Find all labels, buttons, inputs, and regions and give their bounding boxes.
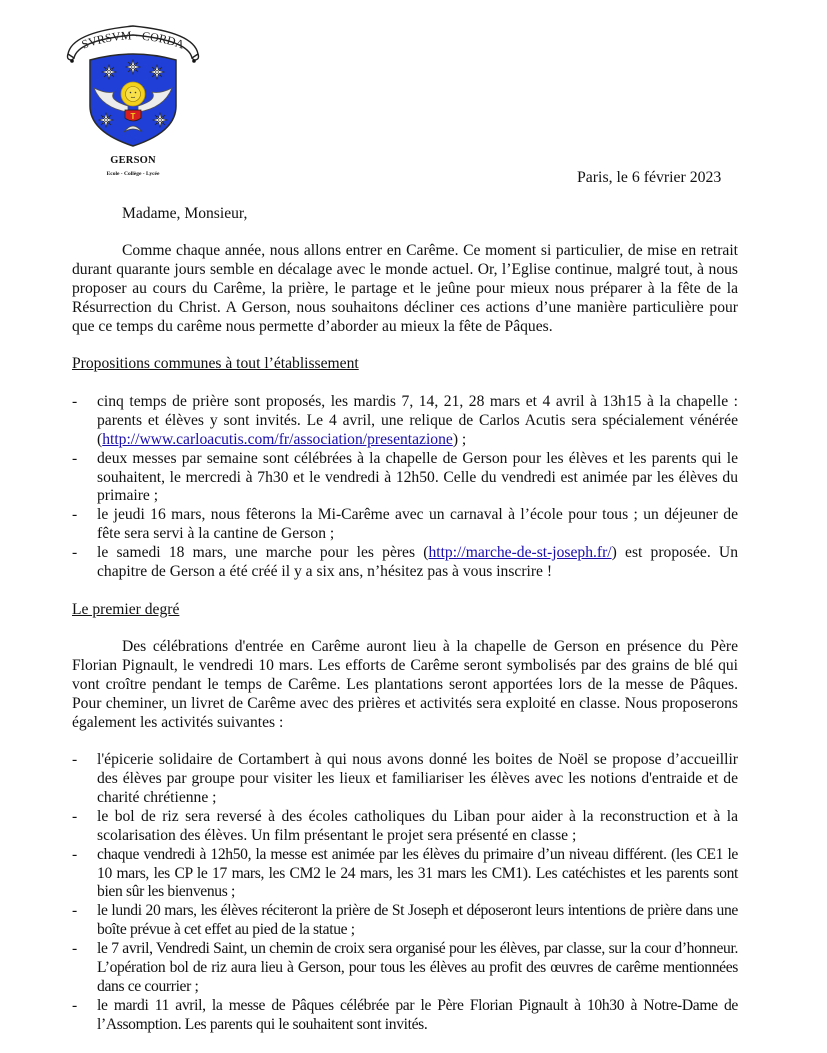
dash-bullet: -	[72, 392, 78, 410]
common-proposals-list	[72, 393, 738, 582]
list-item-text: cinq temps de prière sont proposés, les mardis 7, 14, 21, 28 mars et 4 avril à 13h15 à la chapelle : parents et élèves y sont invités. Le 4 avril, une relique de Carlos Acutis sera spécialement vénérée (	[97, 392, 738, 448]
intro-paragraph: Comme chaque année, nous allons entrer en Carême. Ce moment si particulier, de mise en retrait durant quarante jours semble en décalage avec le monde actuel. Or, l’Eglise continue, malgré tout, à nous proposer au cours du Carême, la prière, le partage et le jeûne pour mieux nous préparer à la fête de la Résurrection du Christ. A Gerson, nous souhaitons décliner ces actions d’une manière particulière pour que ce temps du carême nous permette d’aborder au mieux la fête de Pâques.	[72, 242, 738, 336]
letter-body	[72, 205, 738, 1053]
list-item-text: le bol de riz sera reversé à des écoles catholiques du Liban pour aider à la reconstruction et à la scolarisation des élèves. Un film présentant le projet sera présenté en classe ;	[97, 807, 738, 844]
list-item-text-end: ) ;	[452, 430, 467, 448]
marche-st-joseph-link[interactable]: http://marche-de-st-joseph.fr/	[428, 544, 612, 562]
list-item	[72, 997, 738, 1035]
list-item	[72, 902, 738, 940]
section-title-common: Propositions communes à tout l’établissement	[72, 355, 359, 373]
dash-bullet: -	[72, 544, 78, 562]
list-item-text: le 7 avril, Vendredi Saint, un chemin de croix sera organisé pour les élèves, par classe, sur la cour d’honneur. L’opération bol de riz aura lieu à Gerson, pour tous les élèves au profit des œuvres de carême mentionnées dans ce courrier ;	[97, 940, 738, 995]
list-item-text-end: ) est proposée. Un chapitre de Gerson a été créé il y a six ans, n’hésitez pas à vous inscrire !	[97, 544, 738, 581]
list-item	[72, 506, 738, 544]
logo-school-subtitle: Ecole - Collège - Lycée	[106, 171, 160, 177]
dash-bullet: -	[72, 845, 78, 863]
dash-bullet: -	[72, 996, 78, 1014]
school-logo	[62, 20, 194, 190]
list-item-text: le lundi 20 mars, les élèves réciteront la prière de St Joseph et déposeront leurs intentions de prière dans une boîte prévue à cet effet au pied de la statue ;	[97, 902, 738, 939]
section-title-primary: Le premier degré	[72, 600, 180, 618]
list-item	[72, 393, 738, 450]
logo-school-name: GERSON	[110, 155, 156, 166]
dash-bullet: -	[72, 807, 78, 825]
list-item-text: chaque vendredi à 12h50, la messe est animée par les élèves du primaire d’un niveau différent. (les CE1 le 10 mars, les CP le 17 mars, les CM2 le 24 mars, les 31 mars les CM1). Les catéchistes et les parents sont bien sûr les bienvenus ;	[97, 845, 738, 901]
primary-activities-list	[72, 751, 738, 1035]
dash-bullet: -	[72, 940, 78, 958]
logo-motto: SVRSVM · CORDA	[79, 28, 187, 52]
sun-icon	[121, 82, 145, 106]
dash-bullet: -	[72, 902, 78, 920]
list-item-text: deux messes par semaine sont célébrées à la chapelle de Gerson pour les élèves et les parents qui le souhaitent, le mercredi à 7h30 et le vendredi à 12h50. Celle du vendredi est animée par les élèves du primaire ;	[97, 449, 738, 505]
list-item	[72, 450, 738, 507]
carloacutis-link[interactable]: http://www.carloacutis.com/fr/association/presentazione	[102, 430, 453, 448]
salutation: Madame, Monsieur,	[122, 205, 248, 222]
list-item	[72, 846, 738, 903]
coat-of-arms-icon	[62, 20, 204, 150]
dash-bullet: -	[72, 751, 78, 769]
list-item	[72, 544, 738, 582]
letter-date: Paris, le 6 février 2023	[577, 169, 722, 186]
dash-bullet: -	[72, 506, 78, 524]
list-item-text: l'épicerie solidaire de Cortambert à qui nous avons donné les boites de Noël se propose d’accueillir des élèves par groupe pour visiter les lieux et familiariser les élèves avec les notions d'entraide et de charité chrétienne ;	[97, 751, 738, 806]
list-item-text: le mardi 11 avril, la messe de Pâques célébrée par le Père Florian Pignault à 10h30 à Notre-Dame de l’Assomption. Les parents qui le souhaitent sont invités.	[97, 996, 738, 1033]
primary-intro-paragraph: Des célébrations d'entrée en Carême auront lieu à la chapelle de Gerson en présence du Père Florian Pignault, le vendredi 10 mars. Les efforts de Carême seront symbolisés par des grains de blé qui vont croître pendant le temps de Carême. Les plantations seront apportées lors de la messe de Pâques. Pour cheminer, un livret de Carême avec des prières et activités sera exploité en classe. Nous proposerons également les activités suivantes :	[72, 638, 738, 731]
svg-text:T: T	[130, 112, 136, 121]
list-item	[72, 751, 738, 808]
list-item	[72, 940, 738, 997]
dash-bullet: -	[72, 449, 78, 467]
list-item-text: le jeudi 16 mars, nous fêterons la Mi-Carême avec un carnaval à l’école pour tous ; un déjeuner de fête sera servi à la cantine de Gerson ;	[97, 506, 738, 543]
list-item-text: le samedi 18 mars, une marche pour les pères (	[97, 544, 429, 562]
list-item	[72, 808, 738, 846]
